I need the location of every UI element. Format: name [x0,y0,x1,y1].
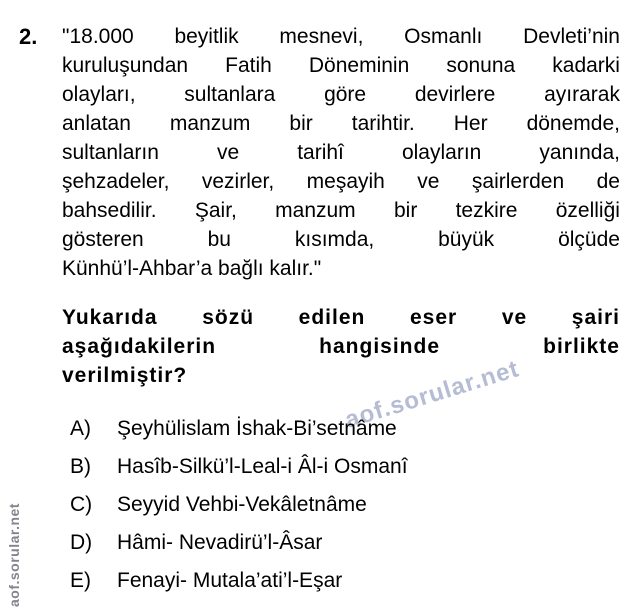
stem-line: aşağıdakilerin hangisinde birlikte [62,335,620,358]
question-paragraph [62,22,620,283]
watermark-diagonal: aof.sorular.net [342,355,523,434]
option-text: Hâmi- Nevadirü’l-Âsar [117,531,323,554]
option-letter: B) [70,455,91,478]
paragraph-line: kuruluşundan Fatih Döneminin sonuna kadarki [62,54,620,77]
options-list [70,414,620,604]
option-letter: D) [70,531,93,554]
option-text: Seyyid Vehbi-Vekâletnâme [117,493,367,516]
stem-line: Yukarıda sözü edilen eser ve şairi [62,306,620,329]
paragraph-line: Künhü’l-Ahbar’a bağlı kalır." [62,257,322,280]
option-text: Şeyhülislam İshak-Bi’setnâme [117,417,397,440]
option-text: Hasîb-Silkü’l-Leal-i Âl-i Osmanî [117,455,408,478]
paragraph-line: olayları, sultanlara göre devirlere ayırarak [62,83,620,106]
option-row-e [70,566,620,604]
stem-line: verilmiştir? [62,364,188,387]
option-text: Fenayi- Mutala’ati’l-Eşar [117,569,343,592]
paragraph-line: gösteren bu kısımda, büyük ölçüde [62,228,620,251]
option-letter: A) [70,417,91,440]
paragraph-line: şehzadeler, vezirler, meşayih ve şairlerden de [62,170,620,193]
watermark-vertical: aof.sorular.net [6,503,22,607]
option-row-b [70,452,620,490]
option-letter: C) [70,493,93,516]
paragraph-line: sultanların ve tarihî olayların yanında, [62,141,620,164]
paragraph-line: anlatan manzum bir tarihtir. Her dönemde, [62,112,620,135]
question-number: 2. [19,24,38,49]
option-row-d [70,528,620,566]
option-letter: E) [70,569,91,592]
option-row-a [70,414,620,452]
paragraph-line: bahsedilir. Şair, manzum bir tezkire özelliği [62,199,620,222]
option-row-c [70,490,620,528]
paragraph-line: "18.000 beyitlik mesnevi, Osmanlı Devleti’nin [62,25,620,48]
question-stem [62,303,620,390]
